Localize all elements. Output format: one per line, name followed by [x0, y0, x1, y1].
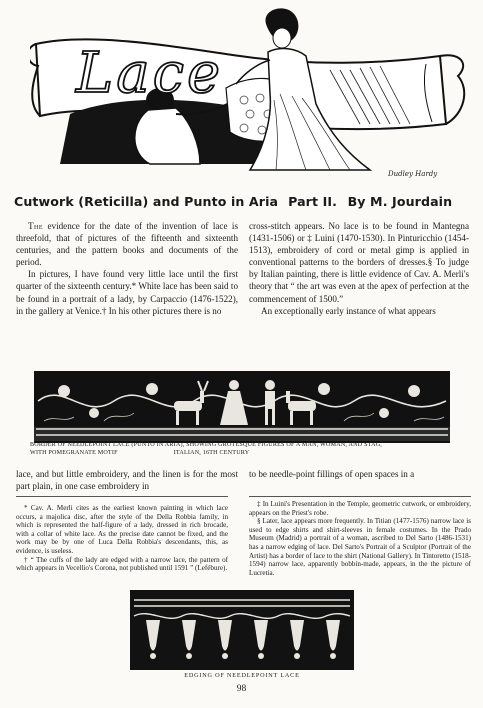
continuation-left: lace, and but little embroidery, and the linen is for the most part plain, in one case embroidery in	[16, 469, 238, 492]
figure-caption	[30, 441, 470, 458]
header-illustration	[30, 4, 470, 182]
paragraph: cross-stitch appears. No lace is to be found in Mantegna (1431-1506) or ‡ Luini (1470-1530). In Pinturicchio (1454-1513), embroidery of cord or metal gimp is applied in conventional patterns to the borders of dresses.§ To judge by Italian painting, there is little evidence of Cav. A. Merli's theory that “ the art was even at the apex of perfection at the commencement of 1500.”	[249, 221, 469, 304]
paragraph: An exceptionally early instance of what appears	[261, 305, 436, 316]
footnote: † “ The cuffs of the lady are edged with a narrow lace, the pattern of which appears in Vecellio's Corona, not published until 1591 ” (Lefébure).	[16, 555, 228, 573]
article-byline: By M. Jourdain	[347, 194, 453, 209]
body-column-left	[16, 220, 238, 317]
drop-lead: The	[28, 221, 44, 231]
continuation-right: to be needle-point fillings of open spaces in a	[249, 469, 415, 479]
lace-border-photo	[34, 371, 450, 443]
article-title	[14, 194, 469, 209]
footnote: § Later, lace appears more frequently. In Titian (1477-1576) narrow lace is used to edge shirts and shirt-sleeves in female costumes. In the Prado Museum (Madrid) a portrait of a woman, ascribed to Del Sarto (1486-1531) has a narrow edging of lace. Del Sarto's Portrait of a Sculptor (Portrait of the Artist) has a border of lace to the shirt (National Gallery). In Tintoretto (1518-1594) narrow lace, apparently bobbin-made, appears, in the the picture of Lucretia.	[249, 517, 471, 577]
footnotes-left	[16, 504, 228, 573]
footnote: ‡ In Luini's Presentation in the Temple, geometric cutwork, or embroidery, appears on the Priest's robe.	[249, 500, 471, 517]
svg-text:Dudley Hardy: Dudley Hardy	[388, 170, 438, 178]
caption-date: ITALIAN, 16TH CENTURY	[173, 450, 250, 457]
footnote: * Cav. A. Merli cites as the earliest known painting in which lace occurs, a majolica disc, after the style of the Della Robbia family, in which is represented the half-figure of a lady, dressed in rich brocade, with a collar of white lace. As the precise date cannot be fixed, and the work may be by one of Luca Della Robbia's descendants, this, as evidence, is useless.	[16, 504, 228, 555]
caption-motif: WITH POMEGRANATE MOTIF	[30, 450, 118, 457]
article-title-main: Cutwork (Reticilla) and Punto in Aria	[14, 194, 279, 209]
footnotes-right	[249, 500, 471, 577]
footnote-rule	[16, 496, 228, 497]
paragraph: In pictures, I have found very little lace until the first quarter of the sixteenth century.* White lace has been said to be found in a portrait of a lady, by Carpaccio (1476-1522), in the gallery at Venice.† In his other pictures there is no	[16, 269, 238, 316]
caption-line	[30, 449, 470, 457]
body-column-right	[249, 220, 469, 317]
page-number: 98	[236, 684, 247, 694]
lace-edging-photo	[130, 590, 354, 670]
header-lace-lettering: Lace	[76, 41, 224, 106]
paragraph	[16, 220, 238, 268]
caption-line: BORDER OF NEEDLEPOINT LACE (PUNTO IN ARIA), SHOWING GROTESQUE FIGURES OF A MAN, WOMAN, AND STAG,	[30, 442, 383, 448]
figure-caption: EDGING OF NEEDLEPOINT LACE	[184, 672, 300, 679]
paragraph-text: evidence for the date of the invention of lace is threefold, that of pictures of the fifteenth and sixteenth centuries, and the pattern books and documents of the period.	[16, 221, 238, 268]
article-part: Part II.	[288, 194, 338, 209]
footnote-rule	[249, 496, 471, 497]
